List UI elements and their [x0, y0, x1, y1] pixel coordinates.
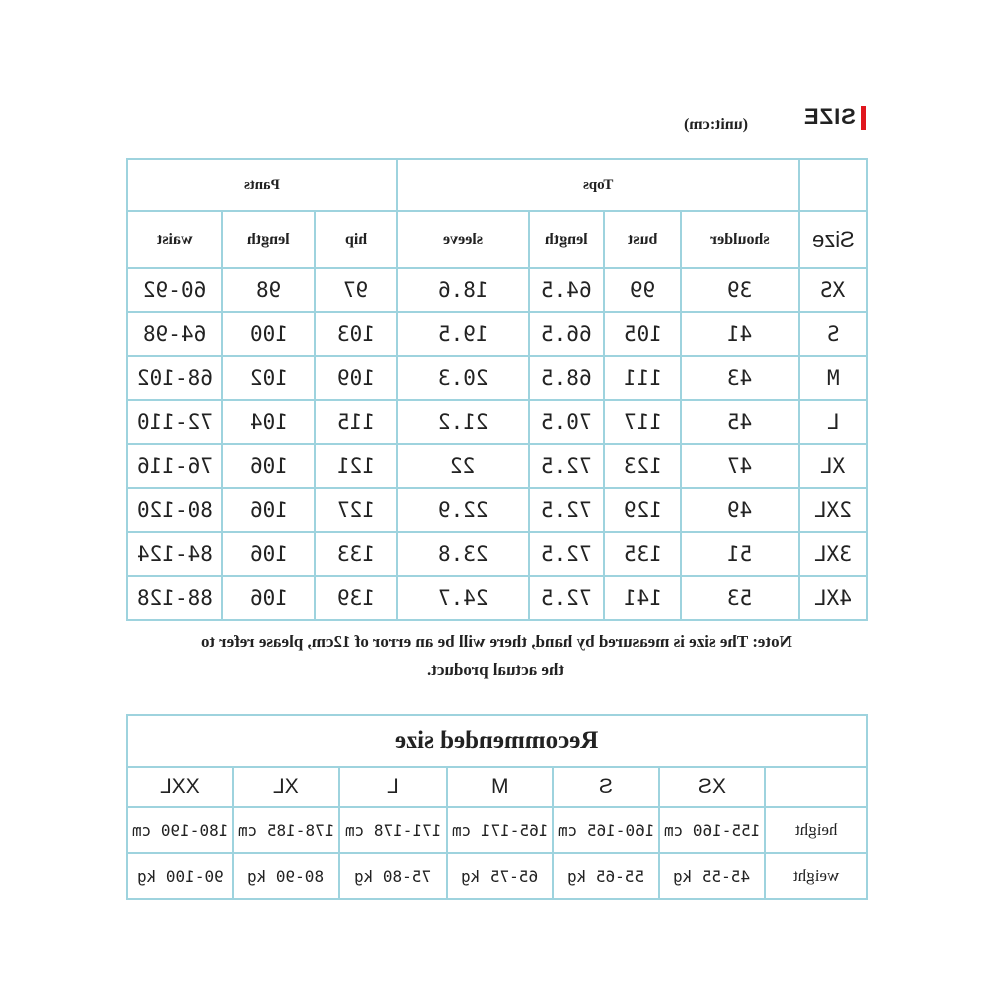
- rec-height-cell: 180-190 cm: [127, 807, 233, 853]
- note-line-1: Note: The size is measured by hand, there will be an error of 12cm, please refer to: [200, 632, 792, 651]
- size-cell: 47: [681, 444, 799, 488]
- size-cell: 68-102: [127, 356, 222, 400]
- size-cell: 41: [681, 312, 799, 356]
- size-cell: 20.3: [397, 356, 529, 400]
- group-header-row: [127, 159, 867, 211]
- size-cell: 23.8: [397, 532, 529, 576]
- column-header-row: [127, 211, 867, 268]
- col-tops-length: length: [529, 211, 604, 268]
- size-cell: 72.5: [529, 532, 604, 576]
- recommended-title-row: [127, 715, 867, 767]
- recommended-height-row: [127, 807, 867, 853]
- accent-bar: [861, 106, 866, 130]
- size-cell: 104: [222, 400, 315, 444]
- note-line-2: the actual product.: [427, 660, 565, 679]
- size-cell: 70.5: [529, 400, 604, 444]
- size-cell: 19.5: [397, 312, 529, 356]
- size-row: [127, 532, 867, 576]
- rec-height-cell: 155-160 cm: [659, 807, 765, 853]
- size-cell: 141: [604, 576, 681, 620]
- rec-size-l: L: [339, 767, 447, 807]
- size-cell: L: [799, 400, 867, 444]
- size-cell: S: [799, 312, 867, 356]
- size-cell: 121: [315, 444, 397, 488]
- col-pants-length: length: [222, 211, 315, 268]
- size-cell: XL: [799, 444, 867, 488]
- size-cell: 3XL: [799, 532, 867, 576]
- col-hip: hip: [315, 211, 397, 268]
- size-cell: 49: [681, 488, 799, 532]
- size-cell: 72-110: [127, 400, 222, 444]
- rec-weight-cell: 55-65 kg: [553, 853, 659, 899]
- size-cell: 22.9: [397, 488, 529, 532]
- rec-weight-cell: 80-90 kg: [233, 853, 339, 899]
- size-cell: 72.5: [529, 488, 604, 532]
- size-cell: 64.5: [529, 268, 604, 312]
- size-row: [127, 444, 867, 488]
- rec-height-cell: 171-178 cm: [339, 807, 447, 853]
- rec-size-s: S: [553, 767, 659, 807]
- size-cell: 129: [604, 488, 681, 532]
- size-row: [127, 576, 867, 620]
- size-cell: 103: [315, 312, 397, 356]
- size-cell: 106: [222, 488, 315, 532]
- size-row: [127, 312, 867, 356]
- size-cell: 24.7: [397, 576, 529, 620]
- size-cell: 80-120: [127, 488, 222, 532]
- rec-weight-cell: 75-80 kg: [339, 853, 447, 899]
- rec-size-xl: XL: [233, 767, 339, 807]
- size-cell: 99: [604, 268, 681, 312]
- size-cell: 106: [222, 576, 315, 620]
- group-empty: [799, 159, 867, 211]
- size-cell: 18.6: [397, 268, 529, 312]
- rec-height-label: height: [765, 807, 867, 853]
- col-sleeve: sleeve: [397, 211, 529, 268]
- recommended-title: Recommended size: [127, 715, 867, 767]
- recommended-weight-row: [127, 853, 867, 899]
- size-cell: 109: [315, 356, 397, 400]
- size-cell: M: [799, 356, 867, 400]
- size-cell: 115: [315, 400, 397, 444]
- size-cell: 68.5: [529, 356, 604, 400]
- size-cell: 139: [315, 576, 397, 620]
- size-cell: 72.5: [529, 444, 604, 488]
- size-cell: 135: [604, 532, 681, 576]
- rec-size-xxl: XXL: [127, 767, 233, 807]
- col-shoulder: shoulder: [681, 211, 799, 268]
- size-cell: 72.5: [529, 576, 604, 620]
- size-cell: 2XL: [799, 488, 867, 532]
- unit-label: (unit:cm): [684, 116, 748, 133]
- size-cell: 111: [604, 356, 681, 400]
- size-cell: 64-98: [127, 312, 222, 356]
- size-cell: 21.2: [397, 400, 529, 444]
- size-chart-table: [126, 158, 868, 621]
- note-text: [126, 628, 866, 684]
- size-cell: 39: [681, 268, 799, 312]
- group-tops: Tops: [397, 159, 799, 211]
- size-cell: 106: [222, 532, 315, 576]
- size-cell: 88-128: [127, 576, 222, 620]
- size-cell: 76-116: [127, 444, 222, 488]
- size-cell: XS: [799, 268, 867, 312]
- size-cell: 100: [222, 312, 315, 356]
- rec-weight-cell: 90-100 kg: [127, 853, 233, 899]
- rec-size-m: M: [447, 767, 553, 807]
- col-waist: waist: [127, 211, 222, 268]
- size-cell: 45: [681, 400, 799, 444]
- size-cell: 127: [315, 488, 397, 532]
- recommended-size-table: [126, 714, 868, 900]
- rec-weight-cell: 45-55 kg: [659, 853, 765, 899]
- size-cell: 106: [222, 444, 315, 488]
- size-cell: 105: [604, 312, 681, 356]
- rec-weight-cell: 65-75 kg: [447, 853, 553, 899]
- rec-size-empty: [765, 767, 867, 807]
- size-heading-text: SIZE: [803, 104, 856, 129]
- size-cell: 43: [681, 356, 799, 400]
- size-cell: 66.5: [529, 312, 604, 356]
- rec-size-xs: XS: [659, 767, 765, 807]
- group-pants: Pants: [127, 159, 397, 211]
- rec-height-cell: 165-171 cm: [447, 807, 553, 853]
- size-row: [127, 400, 867, 444]
- recommended-size-row: [127, 767, 867, 807]
- size-cell: 84-124: [127, 532, 222, 576]
- rec-weight-label: weight: [765, 853, 867, 899]
- size-cell: 53: [681, 576, 799, 620]
- size-cell: 117: [604, 400, 681, 444]
- size-cell: 98: [222, 268, 315, 312]
- rec-height-cell: 160-165 cm: [553, 807, 659, 853]
- size-row: [127, 488, 867, 532]
- size-cell: 97: [315, 268, 397, 312]
- rec-height-cell: 178-185 cm: [233, 807, 339, 853]
- size-cell: 60-92: [127, 268, 222, 312]
- size-cell: 22: [397, 444, 529, 488]
- col-bust: bust: [604, 211, 681, 268]
- size-cell: 51: [681, 532, 799, 576]
- col-size: Size: [799, 211, 867, 268]
- size-cell: 4XL: [799, 576, 867, 620]
- size-heading: [800, 104, 870, 132]
- size-cell: 102: [222, 356, 315, 400]
- size-cell: 133: [315, 532, 397, 576]
- size-row: [127, 268, 867, 312]
- size-row: [127, 356, 867, 400]
- size-cell: 123: [604, 444, 681, 488]
